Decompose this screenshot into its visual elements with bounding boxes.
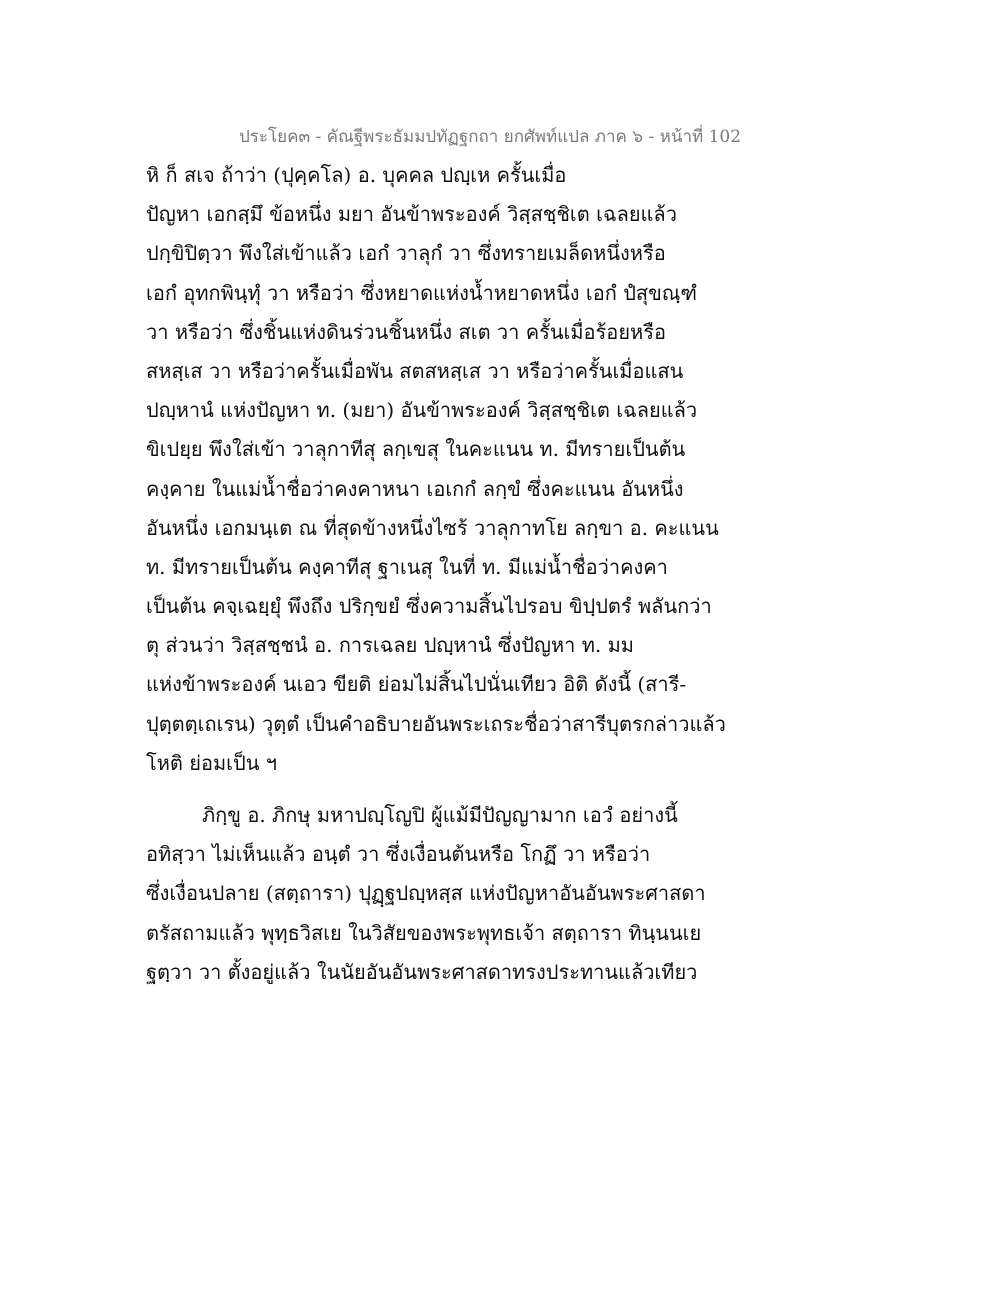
- text-line: ปกฺขิปิตฺวา พึงใส่เข้าแล้ว เอกํ วาลุกํ วา ซึ่งทรายเมล็ดหนึ่งหรือ: [146, 241, 666, 266]
- text-line: ปญฺหานํ แห่งปัญหา ท. (มยา) อันข้าพระองค์ วิสฺสชฺชิเต เฉลยแล้ว: [146, 398, 698, 423]
- page-header: ประโยค๓ - คัณฐีพระธัมมปทัฏฐกถา ยกศัพท์แปล ภาค ๖ - หน้าที่ 102: [238, 127, 742, 147]
- text-line: ปัญหา เอกสฺมึ ข้อหนึ่ง มยา อันข้าพระองค์ วิสฺสชฺชิเต เฉลยแล้ว: [146, 202, 677, 227]
- text-line: เป็นต้น คจฺเฉยฺยุํ พึงถึง ปริกฺขยํ ซึ่งความสิ้นไปรอบ ขิปฺปตรํ พลันกว่า: [146, 594, 712, 619]
- text-line: ซึ่งเงื่อนปลาย (สตฺถารา) ปุฏฺฐปญฺหสฺส แห่งปัญหาอันอันพระศาสดา: [146, 881, 706, 906]
- text-line: ท. มีทรายเป็นต้น คงฺคาทีสุ ฐาเนสุ ในที่ ท. มีแม่น้ำชื่อว่าคงคา: [146, 554, 668, 579]
- paragraph-1: [146, 156, 866, 783]
- text-line: ตรัสถามแล้ว พุทฺธวิสเย ในวิสัยของพระพุทธเจ้า สตฺถารา ทินฺนนเย: [146, 920, 702, 945]
- paragraph-2: [146, 796, 866, 992]
- text-line: วา หรือว่า ซึ่งชิ้นแห่งดินร่วนชิ้นหนึ่ง สเต วา ครั้นเมื่อร้อยหรือ: [146, 319, 666, 344]
- text-line: ฐตฺวา วา ตั้งอยู่แล้ว ในนัยอันอันพระศาสดาทรงประทานแล้วเทียว: [146, 959, 698, 984]
- text-line: ปุตฺตตฺเถเรน) วุตฺตํ เป็นคำอธิบายอันพระเถระชื่อว่าสารีบุตรกล่าวแล้ว: [146, 711, 726, 736]
- text-line: อทิสฺวา ไม่เห็นแล้ว อนฺตํ วา ซึ่งเงื่อนต้นหรือ โกฏึ วา หรือว่า: [146, 842, 651, 867]
- text-line: แห่งข้าพระองค์ นเอว ขียติ ย่อมไม่สิ้นไปนั่นเทียว อิติ ดังนี้ (สารี-: [146, 672, 687, 697]
- text-line: หิ ก็ สเจ ถ้าว่า (ปุคฺคโล) อ. บุคคล ปญฺเห ครั้นเมื่อ: [146, 163, 567, 187]
- text-line: อันหนึ่ง เอกมนฺเต ณ ที่สุดข้างหนึ่งไซร้ วาลุกาทโย ลกฺขา อ. คะแนน: [146, 515, 719, 540]
- text-line: คงฺคาย ในแม่น้ำชื่อว่าคงคาหนา เอเกกํ ลกฺขํ ซึ่งคะแนน อันหนึ่ง: [146, 476, 684, 501]
- text-line: โหติ ย่อมเป็น ฯ: [146, 750, 277, 775]
- text-line: สหสฺเส วา หรือว่าครั้นเมื่อพัน สตสหสฺเส วา หรือว่าครั้นเมื่อแสน: [146, 358, 684, 383]
- paragraph-gap: [146, 783, 866, 796]
- text-line: ตุ ส่วนว่า วิสฺสชฺชนํ อ. การเฉลย ปญฺหานํ ซึ่งปัญหา ท. มม: [146, 633, 634, 658]
- body-text: [146, 156, 866, 992]
- text-line: เอกํ อุทกพินฺทุํ วา หรือว่า ซึ่งหยาดแห่งน้ำหยาดหนึ่ง เอกํ ปํสุขณฺฑํ: [146, 280, 697, 305]
- text-line: ภิกฺขู อ. ภิกษุ มหาปญฺโญปิ ผู้แม้มีปัญญามาก เอวํ อย่างนี้: [202, 803, 678, 827]
- text-line: ขิเปยฺย พึงใส่เข้า วาลุกาทีสุ ลกฺเขสุ ในคะแนน ท. มีทรายเป็นต้น: [146, 437, 686, 462]
